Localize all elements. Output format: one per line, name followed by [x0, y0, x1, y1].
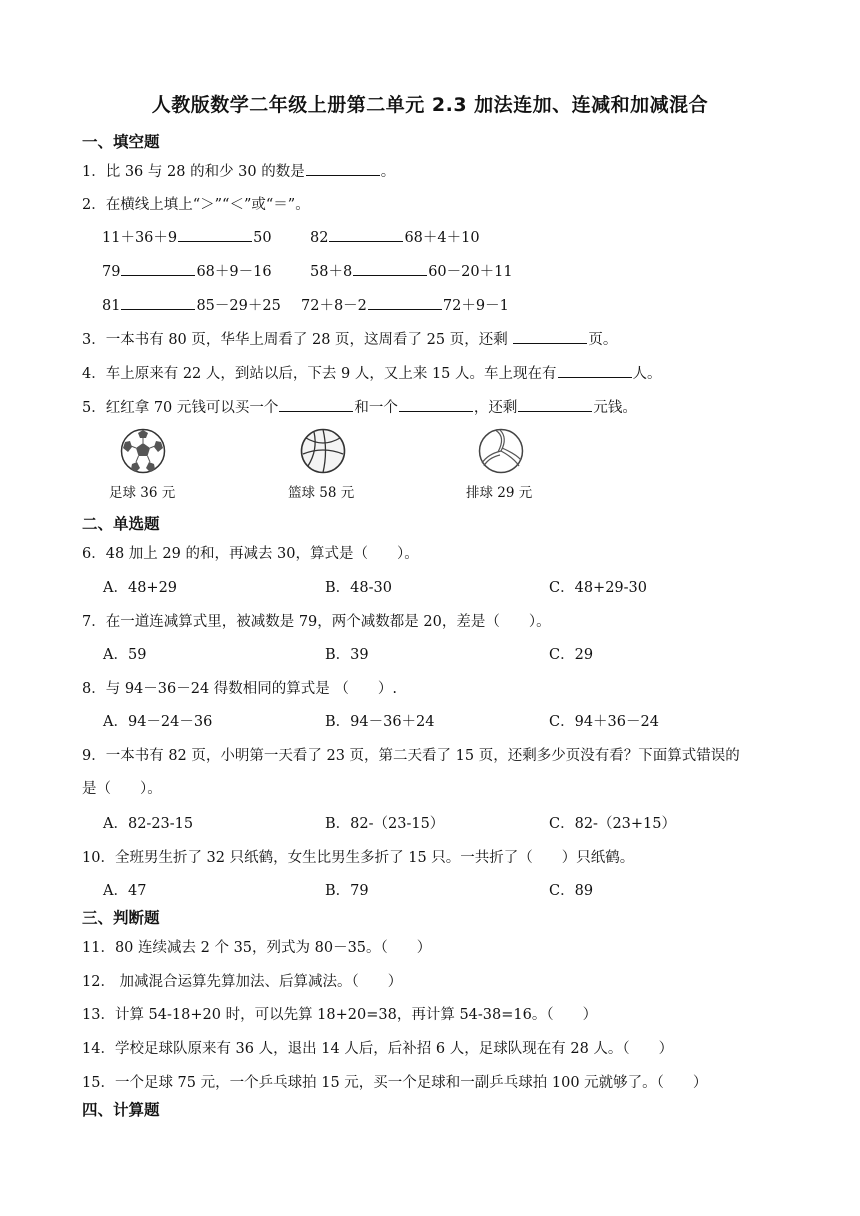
soccer-ball-price: 足球 36 元 — [109, 485, 176, 501]
option-b[interactable]: B．48-30 — [325, 580, 392, 596]
option-b[interactable]: B．79 — [325, 883, 369, 899]
question-4 — [82, 362, 662, 383]
compare-item — [310, 260, 513, 281]
volleyball-price: 排球 29 元 — [466, 485, 533, 501]
compare-item — [102, 260, 272, 281]
answer-blank[interactable] — [558, 363, 632, 378]
question-6: 6．48 加上 29 的和，再减去 30，算式是（ ）。 — [82, 546, 419, 562]
compare-blank[interactable] — [368, 295, 442, 310]
option-c[interactable]: C．29 — [549, 647, 594, 663]
volleyball-icon — [478, 428, 524, 474]
question-7: 7．在一道连减算式里，被减数是 79，两个减数都是 20，差是（ ）。 — [82, 614, 551, 630]
compare-right: 68＋4＋10 — [404, 230, 480, 246]
question-9: 9．一本书有 82 页，小明第一天看了 23 页，第二天看了 15 页，还剩多少页没有看？下面算式错误的 — [82, 748, 740, 764]
question-8: 8．与 94－36－24 得数相同的算式是 （ ）. — [82, 681, 398, 697]
option-a[interactable]: A．82-23-15 — [103, 816, 194, 832]
compare-right: 60－20＋11 — [428, 264, 513, 280]
compare-left: 82 — [310, 230, 329, 246]
compare-left: 79 — [102, 264, 121, 280]
compare-blank[interactable] — [329, 227, 403, 242]
option-c[interactable]: C．48+29-30 — [549, 580, 647, 596]
answer-blank[interactable] — [513, 329, 587, 344]
question-1-end: 。 — [380, 164, 396, 180]
option-b[interactable]: B．94－36＋24 — [325, 714, 435, 730]
question-5-text: 5．红红拿 70 元钱可以买一个 — [82, 400, 279, 416]
question-3-text: 3．一本书有 80 页，华华上周看了 28 页，这周看了 25 页，还剩 — [82, 332, 513, 348]
option-a[interactable]: A．47 — [103, 883, 147, 899]
option-c[interactable]: C．82-（23+15） — [549, 816, 676, 832]
compare-right: 50 — [253, 230, 272, 246]
question-15: 15．一个足球 75 元，一个乒乓球拍 15 元，买一个足球和一副乒乓球拍 100 元就够了。（ ） — [82, 1075, 708, 1091]
question-9-continued: 是（ ）。 — [82, 781, 162, 797]
answer-blank[interactable] — [399, 397, 473, 412]
question-1 — [82, 160, 395, 181]
question-11: 11．80 连续减去 2 个 35，列式为 80－35。（ ） — [82, 940, 432, 956]
option-a[interactable]: A．94－24－36 — [103, 714, 213, 730]
compare-blank[interactable] — [121, 261, 195, 276]
question-13: 13．计算 54-18+20 时，可以先算 18+20=38，再计算 54-38=16。（ ） — [82, 1007, 598, 1023]
section-fill-blank-heading: 一、填空题 — [82, 133, 160, 151]
compare-right: 72＋9－1 — [442, 298, 509, 314]
section-true-false-heading: 三、判断题 — [82, 909, 160, 927]
compare-left: 58＋8 — [310, 264, 353, 280]
soccer-ball-icon — [120, 428, 166, 474]
answer-blank[interactable] — [279, 397, 353, 412]
option-c[interactable]: C．94＋36－24 — [549, 714, 659, 730]
question-14: 14．学校足球队原来有 36 人，退出 14 人后，后补招 6 人，足球队现在有 28 人。（ ） — [82, 1041, 674, 1057]
question-1-text: 1．比 36 与 28 的和少 30 的数是 — [82, 164, 305, 180]
option-a[interactable]: A．59 — [103, 647, 147, 663]
question-4-text: 4．车上原来有 22 人，到站以后，下去 9 人，又上来 15 人。车上现在有 — [82, 366, 557, 382]
compare-right: 68＋9－16 — [196, 264, 272, 280]
compare-item — [102, 294, 281, 315]
basketball-price: 篮球 58 元 — [288, 485, 355, 501]
basketball-icon — [300, 428, 346, 474]
answer-blank[interactable] — [518, 397, 592, 412]
compare-item — [301, 294, 509, 315]
question-5-text: 和一个 — [354, 400, 398, 416]
compare-blank[interactable] — [121, 295, 195, 310]
question-10: 10．全班男生折了 32 只纸鹤，女生比男生多折了 15 只。一共折了（ ）只纸鹤。 — [82, 850, 635, 866]
option-c[interactable]: C．89 — [549, 883, 594, 899]
compare-blank[interactable] — [178, 227, 252, 242]
question-5-text: ，还剩 — [473, 400, 518, 416]
compare-item — [102, 226, 272, 247]
compare-left: 81 — [102, 298, 121, 314]
compare-left: 11＋36＋9 — [102, 230, 178, 246]
question-4-end: 人。 — [632, 366, 662, 382]
option-a[interactable]: A．48+29 — [103, 580, 178, 596]
section-single-choice-heading: 二、单选题 — [82, 515, 160, 533]
question-2: 2．在横线上填上“＞”“＜”或“＝”。 — [82, 197, 310, 213]
section-calculation-heading: 四、计算题 — [82, 1101, 160, 1119]
option-b[interactable]: B．82-（23-15） — [325, 816, 445, 832]
answer-blank[interactable] — [306, 161, 380, 176]
question-3-end: 页。 — [588, 332, 618, 348]
question-5-end: 元钱。 — [593, 400, 637, 416]
compare-item — [310, 226, 480, 247]
compare-right: 85－29＋25 — [196, 298, 281, 314]
compare-blank[interactable] — [353, 261, 427, 276]
question-5 — [82, 396, 637, 417]
option-b[interactable]: B．39 — [325, 647, 369, 663]
question-12: 12． 加减混合运算先算加法、后算减法。（ ） — [82, 974, 403, 990]
question-3 — [82, 328, 617, 349]
compare-left: 72＋8－2 — [301, 298, 367, 314]
page-title: 人教版数学二年级上册第二单元 2.3 加法连加、连减和加减混合 — [151, 94, 709, 116]
